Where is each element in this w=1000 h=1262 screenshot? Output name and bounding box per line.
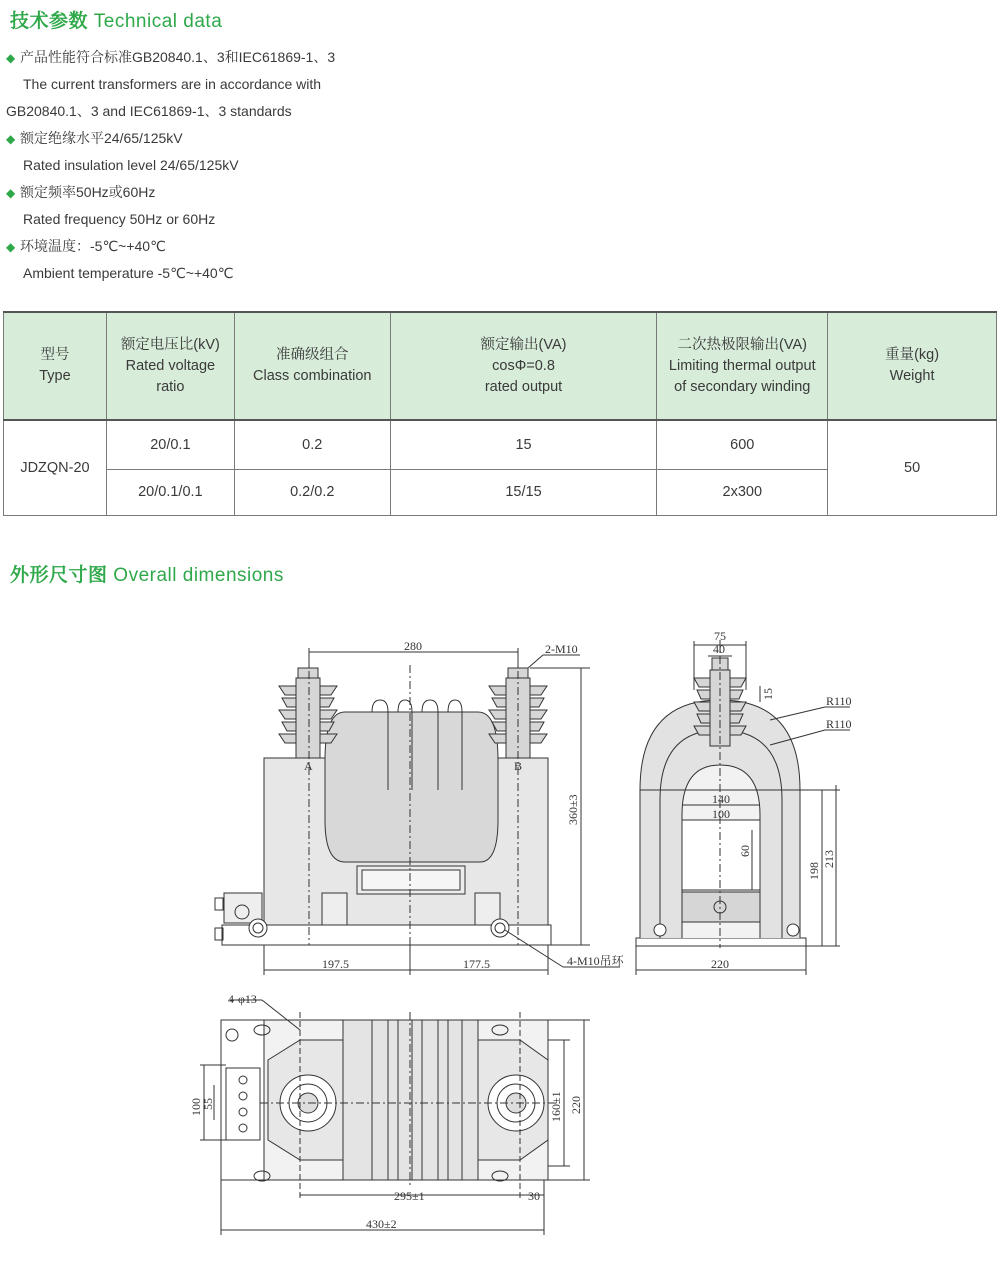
header-thermal <box>657 312 828 420</box>
dim-40: 40 <box>713 642 725 656</box>
header-en: Class combination <box>253 368 372 384</box>
dim-2-m10: 2-M10 <box>545 642 578 656</box>
spec-item <box>6 179 335 206</box>
dims-title-cn: 外形尺寸图 <box>10 565 108 586</box>
header-ratio <box>106 312 234 420</box>
diamond-bullet-icon: ◆ <box>6 51 16 65</box>
header-sub: cosΦ=0.8 <box>492 357 555 374</box>
front-view <box>215 648 620 975</box>
dim-197: 197.5 <box>322 957 349 971</box>
spec-en: The current transformers are in accordance with <box>23 76 322 92</box>
diamond-bullet-icon: ◆ <box>6 240 16 254</box>
dims-title-en: Overall dimensions <box>113 565 284 586</box>
header-en: Weight <box>889 368 935 384</box>
spec-list <box>6 44 335 287</box>
cell-ratio: 20/0.1/0.1 <box>106 470 234 516</box>
table-header-row <box>4 312 997 420</box>
spec-item <box>6 44 335 71</box>
spec-cn: 产品性能符合标准GB20840.1、3和IEC61869-1、3 <box>20 49 336 65</box>
cell-output: 15/15 <box>390 470 657 516</box>
header-cn: 额定输出(VA) <box>480 336 567 353</box>
diamond-bullet-icon: ◆ <box>6 132 16 146</box>
header-en: Type <box>39 368 71 384</box>
spec-en: Ambient temperature -5℃~+40℃ <box>23 265 234 281</box>
dim-60: 60 <box>738 845 752 857</box>
header-en: rated output <box>484 378 563 395</box>
diamond-bullet-icon: ◆ <box>6 186 16 200</box>
dim-295: 295±1 <box>394 1189 425 1203</box>
spec-item <box>6 233 335 260</box>
tech-title-cn: 技术参数 <box>10 11 89 32</box>
spec-en: GB20840.1、3 and IEC61869-1、3 standards <box>6 103 292 119</box>
cell-thermal: 2x300 <box>657 470 828 516</box>
spec-cn: 环境温度：-5℃~+40℃ <box>20 238 166 254</box>
header-type <box>4 312 107 420</box>
tech-title-en: Technical data <box>93 11 223 32</box>
dim-30: 30 <box>528 1189 540 1203</box>
dim-280: 280 <box>404 639 422 653</box>
header-cn: 准确级组合 <box>276 347 349 363</box>
parameter-table <box>3 311 997 516</box>
spec-en: Rated insulation level 24/65/125kV <box>23 157 239 173</box>
spec-en: Rated frequency 50Hz or 60Hz <box>23 211 216 227</box>
dim-ring: 4-M10吊环 <box>567 954 624 968</box>
dim-r110-b: R110 <box>826 717 852 731</box>
dim-220b: 220 <box>569 1096 583 1114</box>
dim-55: 55 <box>201 1098 215 1110</box>
dim-hole: 4-φ13 <box>228 992 257 1006</box>
side-view <box>636 640 850 975</box>
spec-cn: 额定绝缘水平24/65/125kV <box>20 130 183 146</box>
cell-output: 15 <box>390 420 657 470</box>
dim-360: 360±3 <box>566 794 580 825</box>
dim-r110-a: R110 <box>826 694 852 708</box>
label-a: A <box>304 759 313 773</box>
header-cn: 额定电压比(kV) <box>120 336 220 353</box>
cell-class: 0.2 <box>234 420 390 470</box>
cell-class: 0.2/0.2 <box>234 470 390 516</box>
spec-cn: 额定频率50Hz或60Hz <box>20 184 156 200</box>
dim-15: 15 <box>761 688 775 700</box>
dims-section-title <box>10 560 284 587</box>
dimension-drawing <box>0 600 1000 1262</box>
cell-type: JDZQN-20 <box>4 420 107 516</box>
dim-177: 177.5 <box>463 957 490 971</box>
cell-ratio: 20/0.1 <box>106 420 234 470</box>
dim-198: 198 <box>807 862 821 880</box>
header-output <box>390 312 657 420</box>
dim-430: 430±2 <box>366 1217 397 1231</box>
header-en: Limiting thermal output of secondary winding <box>668 357 816 395</box>
dim-220: 220 <box>711 957 729 971</box>
dim-160: 160±1 <box>549 1091 563 1122</box>
table-row <box>4 420 997 470</box>
header-cn: 重量(kg) <box>885 347 940 363</box>
cell-thermal: 600 <box>657 420 828 470</box>
dim-140: 140 <box>712 792 730 806</box>
header-class <box>234 312 390 420</box>
header-cn: 二次热极限输出(VA) <box>677 336 807 353</box>
dim-100b: 100 <box>189 1098 203 1116</box>
header-cn: 型号 <box>40 347 70 363</box>
dim-213: 213 <box>822 850 836 868</box>
label-b: B <box>514 759 523 773</box>
header-en: Rated voltage ratio <box>125 357 216 395</box>
dim-100: 100 <box>712 807 730 821</box>
spec-item <box>6 125 335 152</box>
tech-section-title <box>10 6 222 33</box>
dim-75: 75 <box>714 629 726 643</box>
header-weight <box>828 312 997 420</box>
cell-weight: 50 <box>828 420 997 516</box>
